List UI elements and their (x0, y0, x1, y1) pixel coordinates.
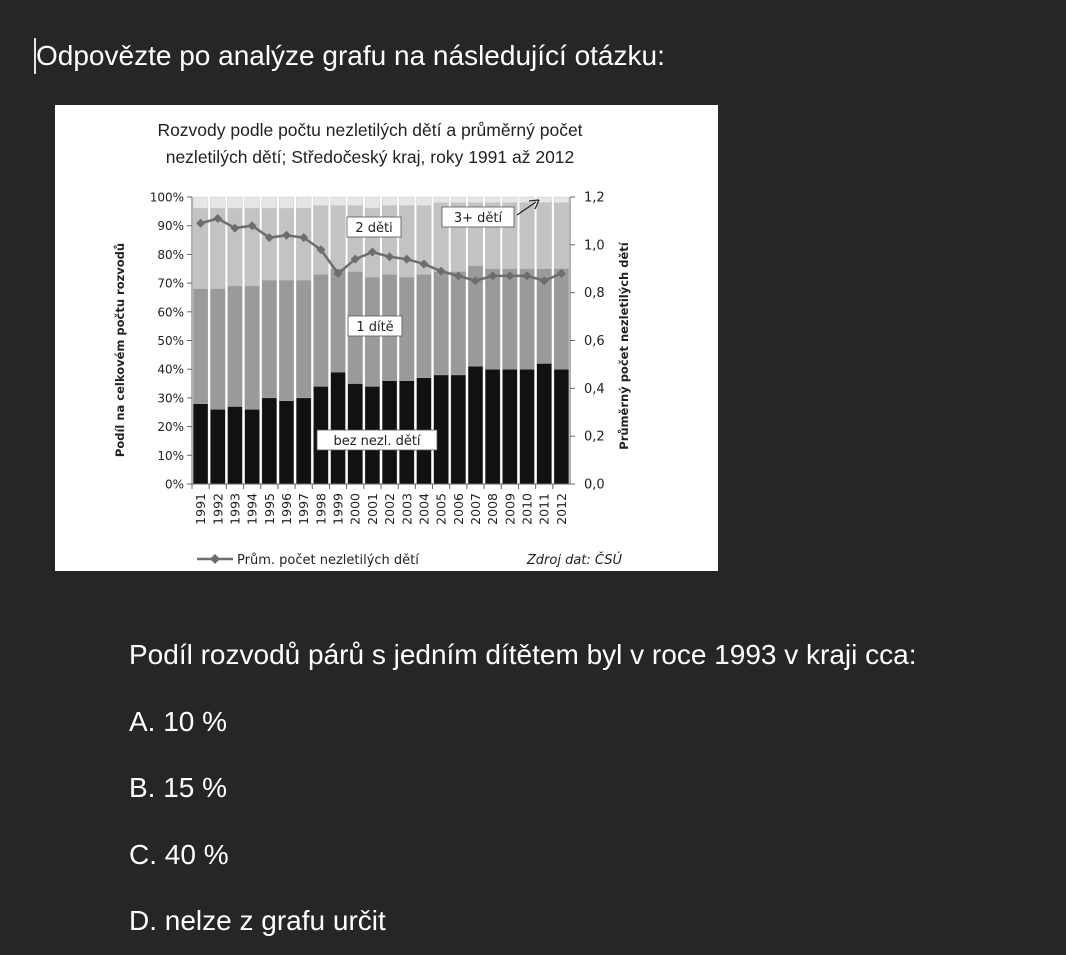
y-left-tick-label-7: 70% (157, 276, 184, 291)
chart-image (55, 105, 718, 571)
bar-segment-1999-s1 (331, 269, 346, 372)
option-d[interactable]: D. nelze z grafu určit (129, 905, 386, 936)
x-tick-label-1996: 1996 (279, 493, 294, 525)
x-tick-label-2008: 2008 (485, 493, 501, 525)
bar-segment-2010-s0 (520, 369, 535, 484)
annotation-three-plus-text: 3+ dětí (453, 211, 503, 226)
x-tick-label-2004: 2004 (416, 493, 432, 525)
option-b[interactable]: B. 15 % (129, 772, 228, 803)
bar-segment-1992-s3 (210, 197, 225, 208)
x-tick-label-2002: 2002 (382, 493, 398, 525)
x-tick-label-2009: 2009 (502, 493, 518, 525)
x-tick-label-2003: 2003 (399, 493, 415, 525)
y-right-tick-label-2: 0,4 (584, 381, 605, 397)
question-text: Podíl rozvodů párů s jedním dítětem byl v roce 1993 v kraji cca: (129, 639, 917, 670)
y-left-tick-label-6: 60% (157, 305, 184, 320)
y-left-tick-label-2: 20% (157, 420, 184, 435)
bar-segment-2002-s3 (382, 197, 397, 206)
x-tick-label-2010: 2010 (519, 493, 535, 525)
bar-segment-2002-s2 (382, 206, 397, 275)
chart-title (157, 120, 582, 167)
x-tick-label-1995: 1995 (261, 493, 277, 525)
bar-segment-2004-s3 (417, 197, 432, 206)
bar-segment-1995-s3 (262, 197, 277, 208)
x-tick-label-1997: 1997 (296, 493, 312, 525)
y-left-tick-label-1: 10% (157, 448, 184, 463)
x-tick-label-2006: 2006 (450, 493, 466, 525)
bar-segment-1994-s0 (245, 409, 260, 484)
chart-legend (197, 553, 419, 568)
option-a[interactable]: A. 10 % (129, 706, 228, 737)
bar-segment-2008-s3 (485, 197, 500, 203)
bar-segment-2011-s3 (537, 197, 552, 203)
x-tick-label-1994: 1994 (244, 493, 260, 525)
y-left-tick-label-3: 30% (157, 391, 184, 406)
x-tick-label-2012: 2012 (553, 493, 569, 525)
annotation-two-children-text: 2 děti (355, 221, 393, 236)
bar-segment-1999-s2 (331, 206, 346, 269)
y-right-tick-label-0: 0,0 (584, 477, 605, 493)
bar-segment-1993-s3 (228, 197, 243, 208)
bar-segment-1993-s0 (228, 407, 243, 484)
bar-segment-1996-s2 (279, 208, 294, 280)
y-right-tick-label-3: 0,6 (584, 334, 605, 349)
bar-segment-1994-s3 (245, 197, 260, 208)
x-tick-label-1999: 1999 (330, 493, 346, 525)
bar-segment-2006-s3 (451, 197, 466, 203)
bar-segment-1993-s2 (228, 208, 243, 285)
bar-segment-2011-s0 (537, 363, 552, 484)
bar-segment-2006-s0 (451, 375, 466, 484)
y-left-tick-label-5: 50% (157, 334, 184, 348)
bar-segment-2005-s1 (434, 272, 449, 375)
bar-segment-2009-s1 (502, 269, 517, 369)
bar-segment-2003-s3 (399, 197, 414, 206)
bar-segment-2008-s0 (485, 369, 500, 484)
bar-segment-2012-s2 (554, 203, 569, 269)
page-heading: Odpovězte po analýze grafu na následující otázku: (36, 40, 665, 71)
y-left-tick-label-4: 40% (157, 362, 184, 377)
bar-segment-1991-s3 (193, 197, 208, 208)
legend-label: Prům. počet nezletilých dětí (237, 553, 419, 568)
y-axis-left-label: Podíl na celkovém počtu rozvodů (113, 242, 127, 458)
x-tick-label-1998: 1998 (313, 493, 329, 525)
y-axis-right-label: Průměrný počet nezletilých dětí (617, 242, 631, 450)
bar-segment-1995-s2 (262, 208, 277, 280)
y-right-tick-label-1: 0,2 (584, 429, 605, 445)
y-left-tick-label-9: 90% (157, 219, 184, 234)
y-right-tick-label-4: 0,8 (584, 286, 605, 302)
bar-segment-2000-s3 (348, 197, 363, 206)
annotation-no-children-text: bez nezl. dětí (333, 434, 421, 449)
bar-segment-1994-s1 (245, 286, 260, 409)
bar-segment-1996-s1 (279, 280, 294, 401)
bar-segment-2010-s3 (520, 197, 535, 203)
bar-segment-2012-s3 (554, 197, 569, 203)
bar-segment-1998-s1 (313, 274, 328, 386)
x-tick-label-1993: 1993 (227, 493, 243, 525)
bar-segment-2009-s0 (502, 369, 517, 484)
bar-segment-1997-s1 (296, 280, 311, 398)
chart-title-line-1: Rozvody podle počtu nezletilých dětí a průměrný počet (157, 120, 583, 140)
x-tick-label-1991: 1991 (193, 493, 209, 525)
bar-segment-2003-s2 (399, 206, 414, 278)
y-right-tick-label-5: 1,0 (584, 238, 605, 254)
source-note: Zdroj dat: ČSÚ (526, 553, 622, 568)
y-left-tick-label-10: 100% (149, 190, 184, 205)
bar-segment-1994-s2 (245, 208, 260, 285)
bar-segment-2004-s1 (417, 274, 432, 377)
option-c[interactable]: C. 40 % (129, 839, 229, 870)
bar-segment-2012-s0 (554, 369, 569, 484)
bar-segment-1997-s2 (296, 208, 311, 280)
bar-segment-2008-s1 (485, 269, 500, 369)
bar-segment-2011-s2 (537, 203, 552, 269)
x-tick-label-2011: 2011 (536, 493, 552, 525)
bar-segment-2012-s1 (554, 269, 569, 369)
bar-segment-2005-s3 (434, 197, 449, 203)
bar-segment-1991-s1 (193, 289, 208, 404)
bar-segment-1997-s0 (296, 398, 311, 484)
x-tick-label-2000: 2000 (347, 493, 363, 525)
bar-segment-1995-s0 (262, 398, 277, 484)
bar-segment-2010-s2 (520, 203, 535, 269)
bar-segment-1991-s0 (193, 404, 208, 484)
x-tick-label-2001: 2001 (364, 493, 380, 525)
bar-segment-1998-s2 (313, 206, 328, 275)
bar-segment-1999-s3 (331, 197, 346, 206)
bar-segment-2010-s1 (520, 269, 535, 369)
x-tick-label-1992: 1992 (210, 493, 226, 525)
bar-segment-1996-s3 (279, 197, 294, 208)
y-right-tick-label-6: 1,2 (584, 190, 605, 206)
chart-title-line-2: nezletilých dětí; Středočeský kraj, roky 1991 až 2012 (165, 147, 575, 167)
chart-svg (55, 105, 718, 571)
bar-segment-1996-s0 (279, 401, 294, 484)
bar-segment-2001-s3 (365, 197, 380, 208)
bar-segment-2007-s0 (468, 366, 483, 484)
bar-segment-2005-s0 (434, 375, 449, 484)
bar-segment-1992-s0 (210, 409, 225, 484)
annotation-one-child-text: 1 dítě (356, 320, 394, 335)
bar-segment-1999-s0 (331, 372, 346, 484)
bar-segment-2007-s3 (468, 197, 483, 203)
bar-segment-2006-s1 (451, 272, 466, 375)
bar-segment-1995-s1 (262, 280, 277, 398)
legend-diamond-marker (210, 554, 220, 564)
y-left-tick-label-8: 80% (157, 247, 184, 262)
x-tick-label-2005: 2005 (433, 493, 449, 525)
bar-segment-1997-s3 (296, 197, 311, 208)
x-tick-label-2007: 2007 (468, 493, 483, 525)
bar-segment-1992-s1 (210, 289, 225, 410)
bar-segment-2009-s3 (502, 197, 517, 203)
bar-segment-1998-s3 (313, 197, 328, 206)
y-left-tick-label-0: 0% (164, 477, 184, 492)
bar-segment-1993-s1 (228, 286, 243, 407)
